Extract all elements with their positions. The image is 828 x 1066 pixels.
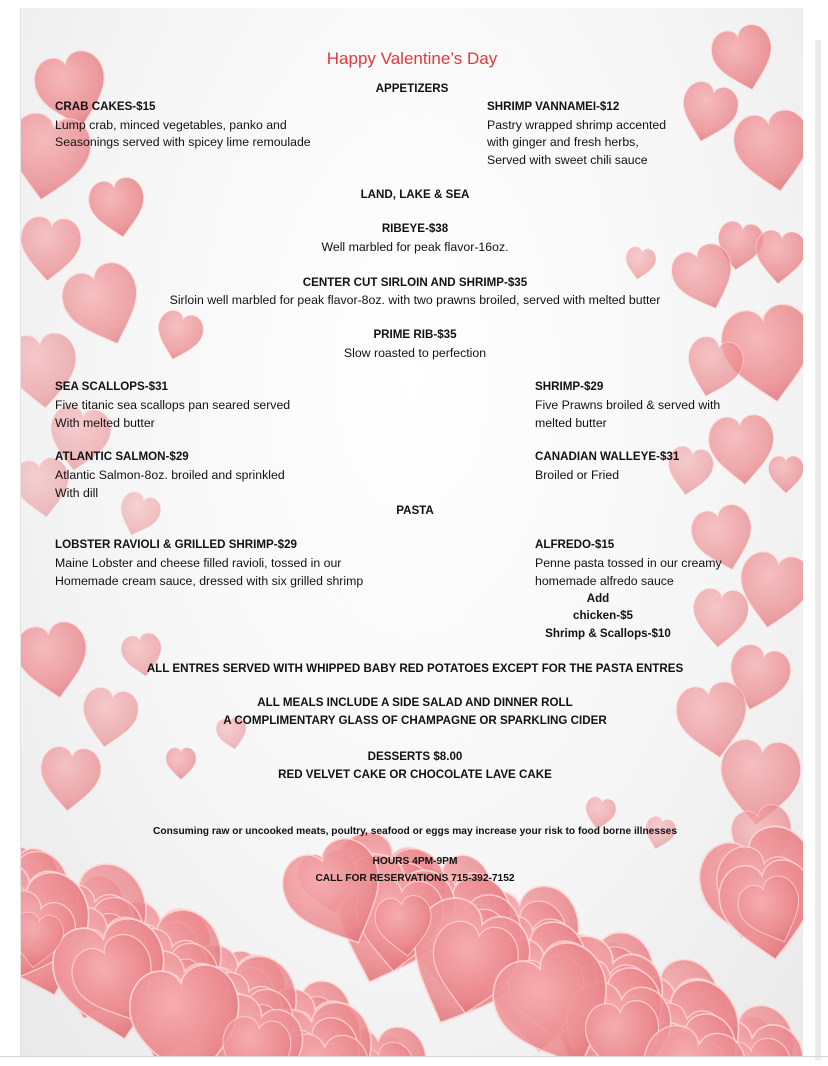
item-shrimp-desc: melted butter bbox=[535, 416, 607, 430]
item-alfredo-add: Add bbox=[586, 592, 610, 605]
item-lobster-ravioli-desc: Maine Lobster and cheese filled ravioli, tossed in our bbox=[55, 556, 342, 570]
note-meals: ALL MEALS INCLUDE A SIDE SALAD AND DINNER ROLL bbox=[257, 696, 573, 709]
item-canadian-walleye-desc: Broiled or Fried bbox=[535, 468, 620, 482]
reservations: CALL FOR RESERVATIONS 715-392-7152 bbox=[315, 873, 515, 884]
scrollbar-track bbox=[815, 40, 821, 1060]
section-land-lake-sea: LAND, LAKE & SEA bbox=[360, 188, 470, 201]
page-title: Happy Valentine’s Day bbox=[326, 49, 498, 68]
item-crab-cakes-desc: Seasonings served with spicey lime remoulade bbox=[55, 135, 311, 149]
item-prime-rib-name: PRIME RIB-$35 bbox=[373, 328, 457, 341]
item-lobster-ravioli-desc: Homemade cream sauce, dressed with six grilled shrimp bbox=[55, 574, 364, 588]
item-atlantic-salmon-desc: Atlantic Salmon-8oz. broiled and sprinkled bbox=[55, 468, 285, 482]
item-ribeye-desc: Well marbled for peak flavor-16oz. bbox=[321, 240, 509, 254]
hours: HOURS 4PM-9PM bbox=[372, 856, 458, 867]
item-shrimp-vannamei-desc: with ginger and fresh herbs, bbox=[487, 135, 639, 149]
item-atlantic-salmon-desc: With dill bbox=[55, 486, 99, 500]
section-appetizers: APPETIZERS bbox=[375, 82, 449, 95]
item-shrimp-vannamei-desc: Served with sweet chili sauce bbox=[487, 153, 648, 167]
item-prime-rib-desc: Slow roasted to perfection bbox=[343, 346, 487, 360]
item-alfredo-add-shrimp-scallops: Shrimp & Scallops-$10 bbox=[545, 627, 671, 640]
item-sirloin-name: CENTER CUT SIRLOIN AND SHRIMP-$35 bbox=[302, 276, 528, 289]
item-shrimp-vannamei-name: SHRIMP VANNAMEI-$12 bbox=[487, 100, 620, 113]
item-crab-cakes-name: CRAB CAKES-$15 bbox=[55, 100, 156, 113]
menu-page bbox=[20, 8, 803, 1056]
item-shrimp-vannamei-desc: Pastry wrapped shrimp accented bbox=[487, 118, 667, 132]
menu-content bbox=[21, 8, 803, 1056]
item-alfredo-add-chicken: chicken-$5 bbox=[573, 609, 633, 622]
item-atlantic-salmon-name: ATLANTIC SALMON-$29 bbox=[55, 450, 189, 463]
item-sea-scallops-desc: Five titanic sea scallops pan seared served bbox=[55, 398, 291, 412]
item-canadian-walleye-name: CANADIAN WALLEYE-$31 bbox=[535, 450, 680, 463]
item-alfredo-desc: homemade alfredo sauce bbox=[535, 574, 674, 588]
note-champagne: A COMPLIMENTARY GLASS OF CHAMPAGNE OR SPARKLING CIDER bbox=[223, 714, 607, 727]
note-entres: ALL ENTRES SERVED WITH WHIPPED BABY RED POTATOES EXCEPT FOR THE PASTA ENTRES bbox=[146, 662, 684, 675]
desserts-list: RED VELVET CAKE OR CHOCOLATE LAVE CAKE bbox=[278, 768, 552, 781]
item-shrimp-name: SHRIMP-$29 bbox=[535, 380, 604, 393]
item-sirloin-desc: Sirloin well marbled for peak flavor-8oz. with two prawns broiled, served with melted butter bbox=[169, 293, 661, 307]
item-ribeye-name: RIBEYE-$38 bbox=[381, 222, 449, 235]
item-lobster-ravioli-name: LOBSTER RAVIOLI & GRILLED SHRIMP-$29 bbox=[55, 538, 297, 551]
item-alfredo-name: ALFREDO-$15 bbox=[535, 538, 615, 551]
item-crab-cakes-desc: Lump crab, minced vegetables, panko and bbox=[55, 118, 287, 132]
item-sea-scallops-name: SEA SCALLOPS-$31 bbox=[55, 380, 168, 393]
item-alfredo-desc: Penne pasta tossed in our creamy bbox=[535, 556, 722, 570]
desserts-title: DESSERTS $8.00 bbox=[367, 750, 463, 763]
section-pasta: PASTA bbox=[396, 504, 434, 517]
page-bottom-border bbox=[0, 1056, 828, 1057]
food-warning: Consuming raw or uncooked meats, poultry, seafood or eggs may increase your risk to food borne illnesses bbox=[152, 826, 678, 837]
item-sea-scallops-desc: With melted butter bbox=[55, 416, 155, 430]
item-shrimp-desc: Five Prawns broiled & served with bbox=[535, 398, 721, 412]
